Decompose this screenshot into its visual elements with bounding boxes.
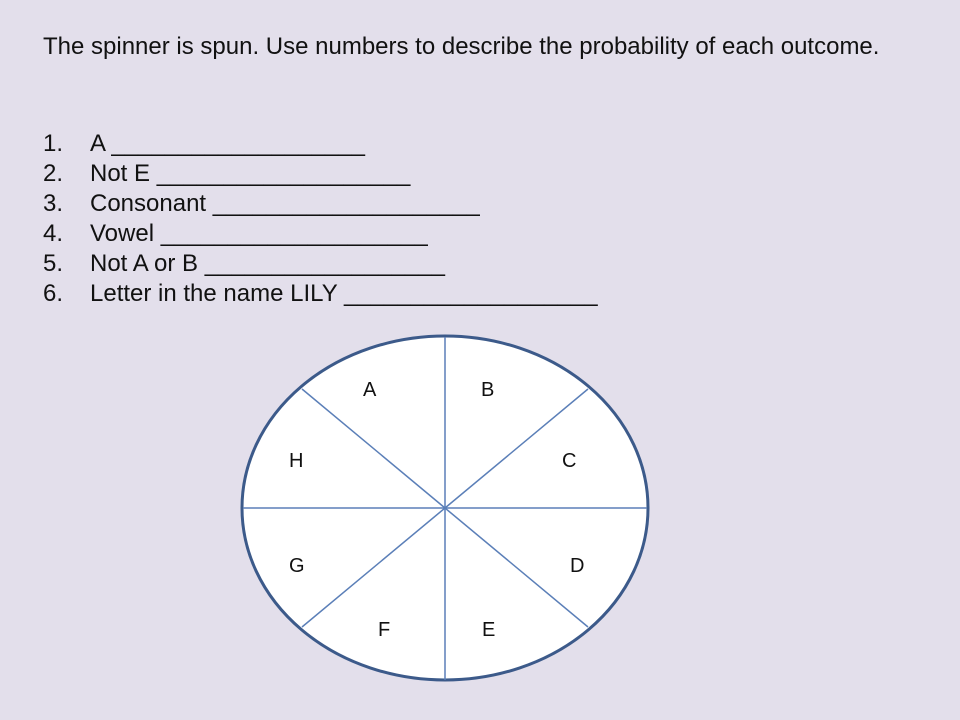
question-number: 2. <box>43 160 64 187</box>
question-number: 4. <box>43 220 64 247</box>
question-text: Not A or B __________________ <box>90 250 445 277</box>
question-text: Letter in the name LILY ___________________ <box>90 280 598 307</box>
question-text: Not E ___________________ <box>90 160 411 187</box>
question-item-6 <box>43 279 598 309</box>
question-text: Vowel ____________________ <box>90 220 428 247</box>
question-number: 3. <box>43 190 64 217</box>
question-item-2 <box>43 159 598 189</box>
section-label-a: A <box>363 379 377 401</box>
question-item-5 <box>43 249 598 279</box>
section-label-b: B <box>481 379 495 401</box>
question-number: 6. <box>43 280 64 307</box>
spinner-diagram <box>235 334 655 718</box>
question-list <box>43 129 598 309</box>
section-label-g: G <box>289 555 305 577</box>
question-item-4 <box>43 219 598 249</box>
section-label-c: C <box>562 450 577 472</box>
question-number: 5. <box>43 250 64 277</box>
question-number: 1. <box>43 130 64 157</box>
question-item-1 <box>43 129 598 159</box>
section-label-h: H <box>289 450 304 472</box>
question-text: A ___________________ <box>90 130 365 157</box>
section-label-f: F <box>378 619 391 641</box>
question-item-3 <box>43 189 598 219</box>
section-label-e: E <box>482 619 496 641</box>
section-label-d: D <box>570 555 585 577</box>
question-text: Consonant ____________________ <box>90 190 480 217</box>
prompt-text: The spinner is spun. Use numbers to describe the probability of each outcome. <box>43 33 880 60</box>
